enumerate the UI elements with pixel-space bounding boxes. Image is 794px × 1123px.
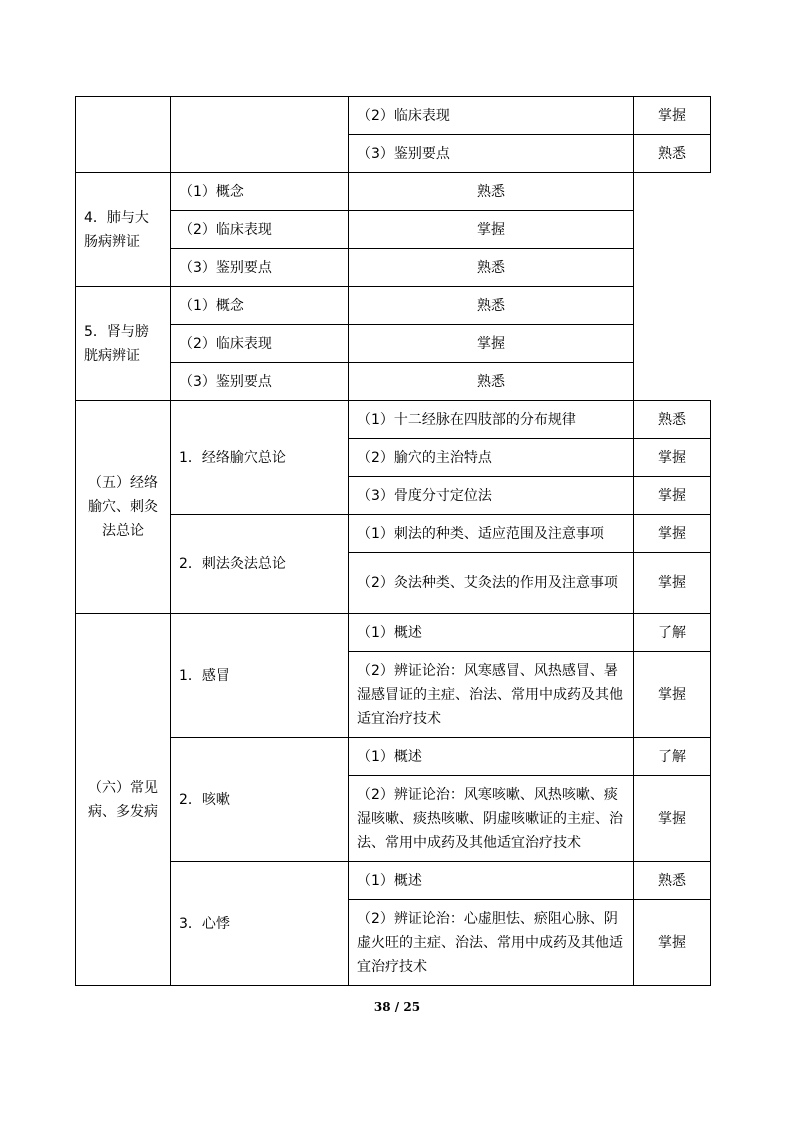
category-cell <box>76 97 171 173</box>
content-cell: （2）辨证论治：心虚胆怯、瘀阻心脉、阴虚火旺的主症、治法、常用中成药及其他适宜治疗技术 <box>349 900 634 986</box>
topic-cell: 1．感冒 <box>171 614 349 738</box>
level-cell: 掌握 <box>349 211 634 249</box>
content-cell: （3）鉴别要点 <box>171 249 349 287</box>
category-cell: （五）经络腧穴、刺灸法总论 <box>76 401 171 614</box>
content-cell: （1）概述 <box>349 862 634 900</box>
level-cell: 熟悉 <box>349 173 634 211</box>
category-cell: （六）常见病、多发病 <box>76 614 171 986</box>
level-cell: 掌握 <box>634 515 711 553</box>
content-cell: （2）辨证论治：风寒咳嗽、风热咳嗽、痰湿咳嗽、痰热咳嗽、阴虚咳嗽证的主症、治法、常用中成药及其他适宜治疗技术 <box>349 776 634 862</box>
content-cell: （1）十二经脉在四肢部的分布规律 <box>349 401 634 439</box>
content-cell: （1）概念 <box>171 287 349 325</box>
content-cell: （2）临床表现 <box>171 325 349 363</box>
table-row <box>76 97 711 135</box>
level-cell: 掌握 <box>634 776 711 862</box>
content-cell: （3）鉴别要点 <box>171 363 349 401</box>
table-row <box>76 211 711 249</box>
table-row <box>76 287 711 325</box>
topic-cell: 3．心悸 <box>171 862 349 986</box>
level-cell: 熟悉 <box>634 135 711 173</box>
content-cell: （2）临床表现 <box>171 211 349 249</box>
topic-cell: 1．经络腧穴总论 <box>171 401 349 515</box>
table-row <box>76 401 711 439</box>
table-row <box>76 738 711 776</box>
content-cell: （2）灸法种类、艾灸法的作用及注意事项 <box>349 553 634 614</box>
content-cell: （3）鉴别要点 <box>349 135 634 173</box>
topic-cell: 2．咳嗽 <box>171 738 349 862</box>
level-cell: 了解 <box>634 738 711 776</box>
level-cell: 熟悉 <box>634 401 711 439</box>
topic-cell: 4．肺与大肠病辨证 <box>76 173 171 287</box>
level-cell: 熟悉 <box>349 363 634 401</box>
content-cell: （2）辨证论治：风寒感冒、风热感冒、暑湿感冒证的主症、治法、常用中成药及其他适宜治疗技术 <box>349 652 634 738</box>
topic-cell: 2．刺法灸法总论 <box>171 515 349 614</box>
level-cell: 了解 <box>634 614 711 652</box>
table-row <box>76 515 711 553</box>
table-row <box>76 862 711 900</box>
table-row <box>76 325 711 363</box>
level-cell: 掌握 <box>634 97 711 135</box>
content-cell: （1）概述 <box>349 738 634 776</box>
level-cell: 熟悉 <box>349 249 634 287</box>
table-row <box>76 363 711 401</box>
level-cell: 熟悉 <box>634 862 711 900</box>
topic-cell: 5．肾与膀胱病辨证 <box>76 287 171 401</box>
syllabus-table <box>75 96 711 986</box>
content-cell: （2）临床表现 <box>349 97 634 135</box>
content-cell: （1）概述 <box>349 614 634 652</box>
table-row <box>76 249 711 287</box>
level-cell: 掌握 <box>634 652 711 738</box>
content-cell: （1）概念 <box>171 173 349 211</box>
level-cell: 掌握 <box>634 553 711 614</box>
level-cell: 掌握 <box>634 900 711 986</box>
page-number: 38 / 25 <box>373 1000 421 1014</box>
content-cell: （3）骨度分寸定位法 <box>349 477 634 515</box>
level-cell: 掌握 <box>634 477 711 515</box>
content-cell: （2）腧穴的主治特点 <box>349 439 634 477</box>
content-cell: （1）刺法的种类、适应范围及注意事项 <box>349 515 634 553</box>
level-cell: 熟悉 <box>349 287 634 325</box>
topic-cell <box>171 97 349 173</box>
level-cell: 掌握 <box>634 439 711 477</box>
table-row <box>76 173 711 211</box>
table-row <box>76 614 711 652</box>
level-cell: 掌握 <box>349 325 634 363</box>
